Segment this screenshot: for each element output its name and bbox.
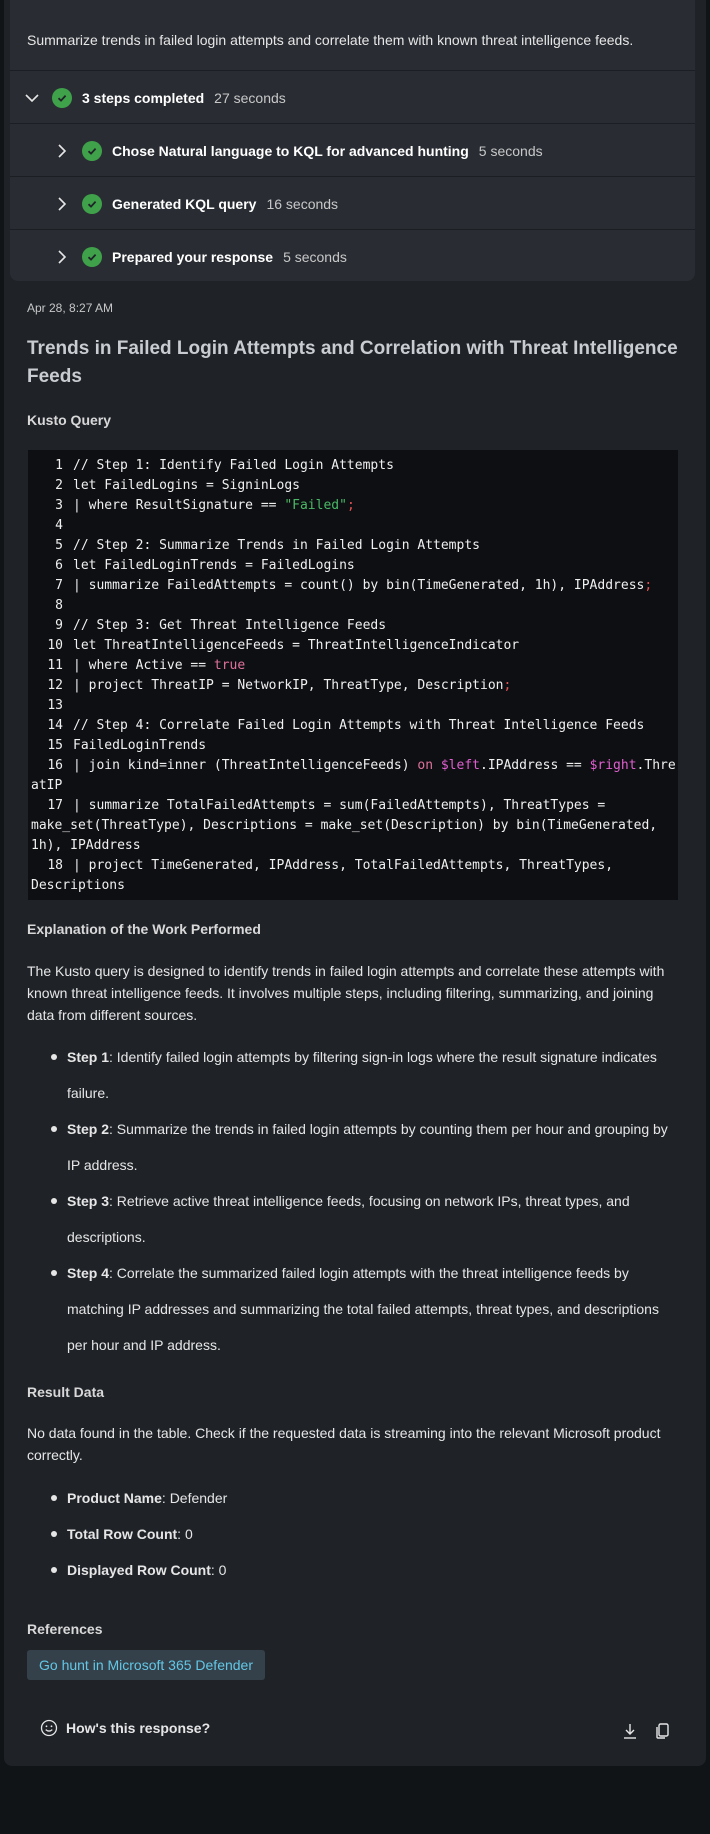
- list-item: Product Name: Defender: [27, 1487, 677, 1509]
- step-row-1[interactable]: [10, 123, 695, 177]
- list-item: Step 3: Retrieve active threat intelligence feeds, focusing on network IPs, threat types, and descriptions.: [27, 1183, 677, 1255]
- step-label: Prepared your response: [112, 248, 274, 265]
- step-row-3[interactable]: [10, 229, 695, 283]
- prompt-text: Summarize trends in failed login attempts and correlate them with known threat intelligence feeds.: [27, 32, 634, 48]
- step-label: Generated KQL query: [112, 195, 257, 212]
- list-item: Step 1: Identify failed login attempts by filtering sign-in logs where the result signature indicates failure.: [27, 1039, 677, 1111]
- code-line: 7 | summarize FailedAttempts = count() by bin(TimeGenerated, 1h), IPAddress;: [55, 578, 653, 593]
- check-circle-icon: [82, 141, 102, 161]
- step-label: Chose Natural language to KQL for advanced hunting: [112, 142, 469, 159]
- query-heading: Kusto Query: [27, 412, 112, 428]
- code-line: 6 let FailedLoginTrends = FailedLogins: [55, 558, 355, 573]
- code-line: 11 | where Active == true: [47, 658, 246, 673]
- code-line: 12 | project ThreatIP = NetworkIP, ThreatType, Description;: [47, 678, 512, 693]
- feedback-button[interactable]: [40, 1719, 210, 1737]
- chevron-right-icon: [54, 196, 70, 212]
- download-icon[interactable]: [621, 1722, 639, 1740]
- code-line: 15 FailedLoginTrends: [47, 738, 207, 753]
- steps-summary-toggle[interactable]: [10, 70, 695, 124]
- code-line: 2 let FailedLogins = SigninLogs: [55, 478, 300, 493]
- code-line: 1 // Step 1: Identify Failed Login Attempts: [55, 458, 394, 473]
- code-line: 18 | project TimeGenerated, IPAddress, TotalFailedAttempts, ThreatTypes, Descriptions: [31, 858, 621, 893]
- list-item: Total Row Count: 0: [27, 1523, 677, 1545]
- code-line: 4: [55, 518, 63, 533]
- feedback-label: How's this response?: [66, 1720, 211, 1736]
- code-line: 10 let ThreatIntelligenceFeeds = ThreatIntelligenceIndicator: [47, 638, 520, 653]
- result-items: [27, 1487, 677, 1595]
- code-line: 3 | where ResultSignature == "Failed";: [55, 498, 355, 513]
- check-circle-icon: [82, 194, 102, 214]
- chevron-right-icon: [54, 249, 70, 265]
- step-row-2[interactable]: [10, 176, 695, 230]
- result-text: No data found in the table. Check if the requested data is streaming into the relevant Microsoft product correctly.: [27, 1425, 661, 1463]
- response-title: Trends in Failed Login Attempts and Correlation with Threat Intelligence Feeds: [27, 338, 678, 387]
- code-block: [28, 450, 678, 900]
- references-heading: References: [27, 1621, 103, 1637]
- check-circle-icon: [52, 88, 72, 108]
- copy-icon[interactable]: [653, 1722, 671, 1740]
- code-line: 5 // Step 2: Summarize Trends in Failed Login Attempts: [55, 538, 480, 553]
- code-line: 13: [47, 698, 63, 713]
- go-hunt-link-button[interactable]: Go hunt in Microsoft 365 Defender: [27, 1650, 265, 1680]
- step-time: 5 seconds: [478, 142, 543, 159]
- code-line: 9 // Step 3: Get Threat Intelligence Feeds: [55, 618, 387, 633]
- step-time: 5 seconds: [283, 248, 347, 265]
- code-line: 17 | summarize TotalFailedAttempts = sum(FailedAttempts), ThreatTypes = make_set(ThreatType), Descriptions = make_set(Description) by bin(TimeGenerated, 1h), IPAddress: [31, 798, 665, 853]
- step-time: 16 seconds: [266, 195, 339, 212]
- explanation-text: The Kusto query is designed to identify trends in failed login attempts and correlate these attempts with known threat intelligence feeds. It involves multiple steps, including filtering, summarizing, and joining data from different sources.: [27, 963, 665, 1023]
- timestamp: Apr 28, 8:27 AM: [27, 301, 114, 315]
- code-line: 14 // Step 4: Correlate Failed Login Attempts with Threat Intelligence Feeds: [47, 718, 645, 733]
- steps-summary-label: 3 steps completed: [82, 89, 205, 106]
- smiley-icon: [40, 1719, 58, 1737]
- prompt-panel: [10, 0, 695, 281]
- list-item: Displayed Row Count: 0: [27, 1559, 677, 1581]
- code-line: 8: [55, 598, 63, 613]
- explanation-steps: [27, 1039, 677, 1363]
- explanation-heading: Explanation of the Work Performed: [27, 921, 261, 937]
- steps-summary-time: 27 seconds: [214, 89, 286, 106]
- list-item: Step 4: Correlate the summarized failed login attempts with the threat intelligence feeds by matching IP addresses and summarizing the total failed attempts, threat types, and descriptions per hour and IP address.: [27, 1255, 677, 1363]
- chevron-right-icon: [54, 143, 70, 159]
- result-heading: Result Data: [27, 1384, 105, 1400]
- check-circle-icon: [82, 247, 102, 267]
- chevron-down-icon: [24, 90, 40, 106]
- code-line: 16 | join kind=inner (ThreatIntelligenceFeeds) on $left.IPAddress == $right.ThreatIP: [31, 758, 676, 793]
- list-item: Step 2: Summarize the trends in failed login attempts by counting them per hour and grouping by IP address.: [27, 1111, 677, 1183]
